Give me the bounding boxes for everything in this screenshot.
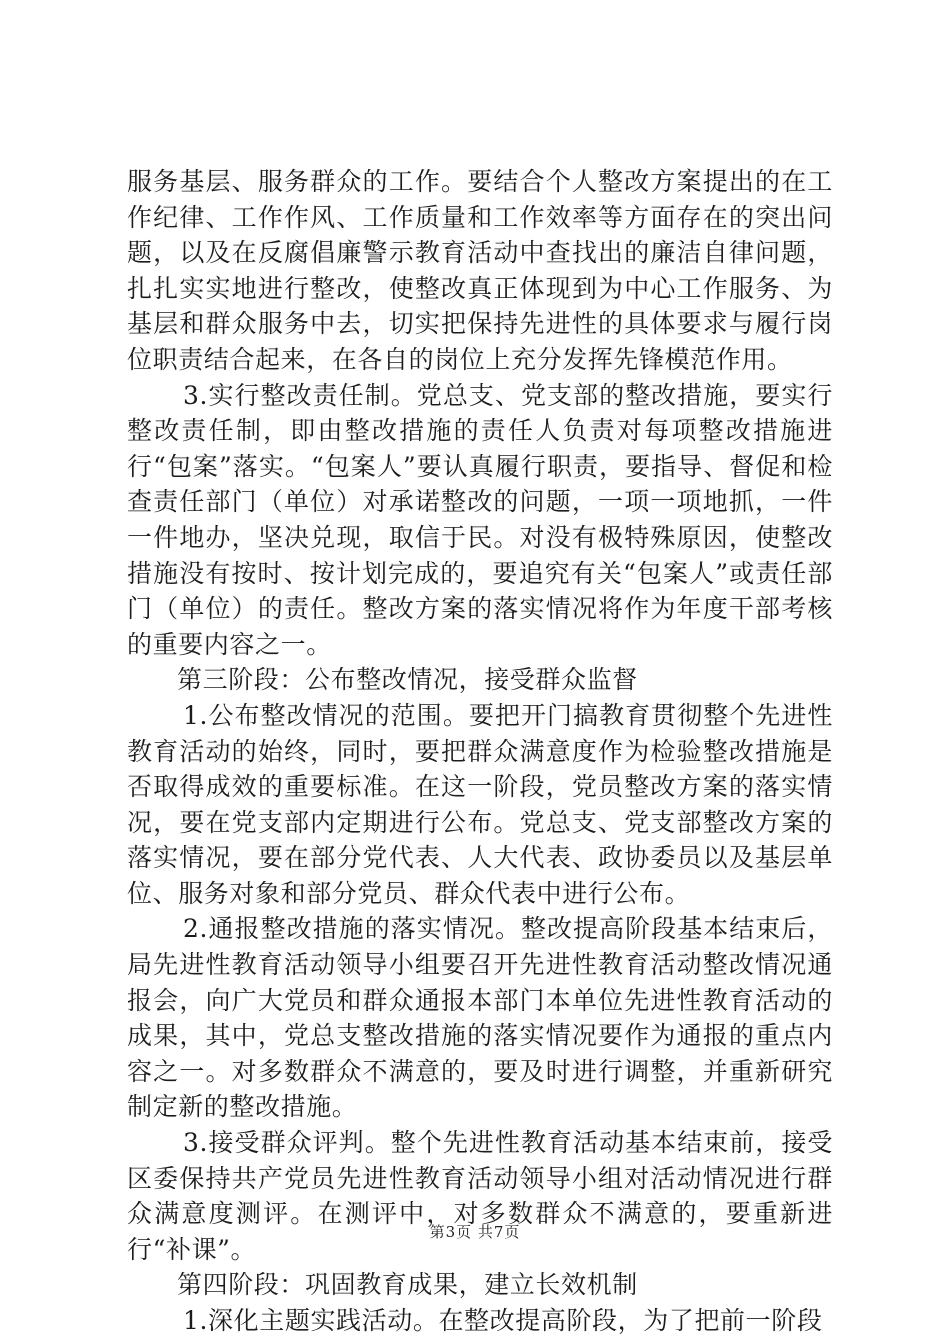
document-body xyxy=(127,164,833,1339)
paragraph-publish-scope: 1.公布整改情况的范围。要把开门搞教育贯彻整个先进性教育活动的始终，同时，要把群众满意度作为检验整改措施是否取得成效的重要标准。在这一阶段，党员整改方案的落实情况，要在党支部内定期进行公布。党总支、党支部整改方案的落实情况，要在部分党代表、人大代表、政协委员以及基层单位、服务对象和部分党员、群众代表中进行公布。 xyxy=(127,700,833,908)
paragraph-report-implementation: 2.通报整改措施的落实情况。整改提高阶段基本结束后，局先进性教育活动领导小组要召开先进性教育活动整改情况通报会，向广大党员和群众通报本部门本单位先进性教育活动的成果，其中，党总支整改措施的落实情况要作为通报的重点内容之一。对多数群众不满意的，要及时进行调整，并重新研究制定新的整改措施。 xyxy=(127,914,833,1122)
paragraph-deepen-practice: 1.深化主题实践活动。在整改提高阶段，为了把前一阶段 xyxy=(183,1306,823,1335)
section-heading-stage-four: 第四阶段：巩固教育成果，建立长效机制 xyxy=(177,1270,638,1300)
paragraph-continuation: 服务基层、服务群众的工作。要结合个人整改方案提出的在工作纪律、工作作风、工作质量和工作效率等方面存在的突出问题，以及在反腐倡廉警示教育活动中查找出的廉洁自律问题，扎扎实实地进行整改，使整改真正体现到为中心工作服务、为基层和群众服务中去，切实把保持先进性的具体要求与履行岗位职责结合起来，在各自的岗位上充分发挥先锋模范作用。 xyxy=(127,167,833,374)
paragraph-responsibility-system: 3.实行整改责任制。党总支、党支部的整改措施，要实行整改责任制，即由整改措施的责任人负责对每项整改措施进行“包案”落实。“包案人”要认真履行职责，要指导、督促和检查责任部门（单位）对承诺整改的问题，一项一项地抓，一件一件地办，坚决兑现，取信于民。对没有极特殊原因，使整改措施没有按时、按计划完成的，要追究有关“包案人”或责任部门（单位）的责任。整改方案的落实情况将作为年度干部考核的重要内容之一。 xyxy=(127,380,833,659)
page-footer: 第3页 共7页 xyxy=(429,1223,521,1241)
paragraph-public-evaluation: 3.接受群众评判。整个先进性教育活动基本结束前，接受区委保持共产党员先进性教育活动领导小组对活动情况进行群众满意度测评。在测评中，对多数群众不满意的，要重新进行“补课”。 xyxy=(127,1128,833,1264)
section-heading-stage-three: 第三阶段：公布整改情况，接受群众监督 xyxy=(177,665,638,695)
